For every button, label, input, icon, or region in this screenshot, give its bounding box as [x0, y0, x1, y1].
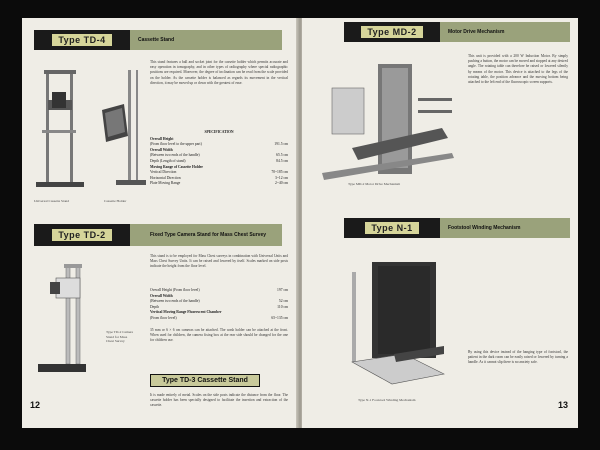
- td4-spec-list: [150, 137, 288, 187]
- spec-value: 84.5 cm: [276, 158, 288, 163]
- spec-label: Vertical Direction: [150, 170, 177, 175]
- page-number-left: 12: [30, 400, 41, 410]
- md2-subtitle: Motor Drive Mechanism: [440, 22, 570, 42]
- md2-name-box: [344, 22, 440, 42]
- md2-name: Type MD-2: [361, 26, 422, 38]
- spec-label: Overall Width: [150, 293, 173, 298]
- td4-spec-title: SPECIFICATION: [204, 130, 234, 134]
- n1-caption: Type N-1 Footstool Winding Mechanism: [358, 398, 416, 402]
- td4-spec: [150, 130, 288, 187]
- n1-body: By using this device instead of the hanging type of footstool, the patient in the dark room can be easily raised or lowered by turning a handle. As it cannot slip there is no anxiety safe.: [468, 350, 568, 365]
- td3-body: It is made entirely of metal. Scales on the side posts indicate the distance from the floor. The cassette holder has been specially designed to facilitate the insertion and extraction of the cassette.: [150, 393, 288, 408]
- spec-row: [150, 181, 288, 187]
- md2-header: [344, 22, 570, 42]
- td2-camera-stand-image: [36, 264, 106, 376]
- td4-name-box: [34, 30, 130, 50]
- spec-value: 3~12 cm: [275, 175, 288, 180]
- universal-cassette-stand-image: [36, 70, 84, 187]
- md2-motor-drive-image: [322, 58, 462, 183]
- md2-body: This unit is provided with a 200 W Induction Motor. By simply pushing a button, the motor can be moved and stopped at any desired angle. The rotating table can therefore be raised or lowered silently by means of the motor. This device is attached to the legs of the rotating table, the position advance and the moving bottom being attached to the left end of the fluoroscopic screen supports.: [468, 54, 568, 85]
- spec-value: 110 cm: [277, 304, 288, 309]
- spec-value: 197 cm: [277, 288, 288, 292]
- spec-label: (Between two ends of the handle): [150, 153, 200, 158]
- spec-row: [150, 316, 288, 322]
- page-number-right: 13: [558, 400, 569, 410]
- td3-title: Type TD-3 Cassette Stand: [150, 374, 260, 387]
- td4-caption-2: Cassette Holder: [104, 199, 127, 203]
- spec-value: 2~40 cm: [275, 181, 288, 186]
- td2-spec-list: [150, 288, 288, 322]
- td2-body: This stand is to be employed for Mass Chest surveys in combination with Universal Units and Mass Chest Survey Units. It can be raised and lowered by itself. Scales marked on side posts indicate the height from the floor level.: [150, 254, 288, 269]
- td2-name: Type TD-2: [52, 229, 111, 241]
- spec-value: 191.5 cm: [274, 142, 288, 147]
- spec-label: (Between two ends of the handle): [150, 299, 200, 304]
- td2-body-2: 35 mm or 6 × 6 cm cameras can be attached. The wash holder can be attached at the front. When used for children, the camera fixing box at the rear side should be changed for the one for children use.: [150, 328, 288, 343]
- n1-header: [344, 218, 570, 238]
- spec-label: Overall Height: [150, 136, 174, 141]
- spec-value: 52 cm: [278, 299, 288, 304]
- cassette-holder-image: [102, 70, 146, 185]
- td2-name-box: [34, 224, 130, 246]
- td4-header: [34, 30, 282, 50]
- td2-subtitle: Fixed Type Camera Stand for Mass Chest Survey: [130, 224, 282, 246]
- spec-label: Depth: [150, 304, 160, 309]
- td4-product-photos: [32, 70, 152, 200]
- spec-label: (From floor level to the upper part): [150, 142, 202, 147]
- td4-body: This stand features a ball and socket joint for the cassette holder which permits accurate and easy operation in tomography, and in other types of radiography where special radiographic positions are required. Moreover, the degree of inclination can be read from the scale provided on the holder. As the cassette holder is balanced as regards its movement in the vertical direction, it may be moved up or down with the greatest of ease.: [150, 60, 288, 85]
- n1-footstool-image: [332, 262, 452, 392]
- spec-value: 65~135 cm: [271, 315, 288, 320]
- spec-label: Moving Range of Cassette Holder: [150, 164, 204, 169]
- spec-value: 70~185 cm: [271, 170, 288, 175]
- td2-spec: [150, 288, 288, 322]
- md2-caption: Type MD-2 Motor Drive Mechanism: [348, 182, 401, 186]
- spec-label: Plate Moving Range: [150, 181, 181, 186]
- n1-subtitle: Footstool Winding Mechanism: [440, 218, 570, 238]
- spec-label: Depth (Length of stand): [150, 158, 186, 163]
- n1-name: Type N-1: [365, 222, 418, 234]
- n1-name-box: [344, 218, 440, 238]
- td4-caption-1: Universal Cassette Stand: [34, 199, 69, 203]
- td4-subtitle: Cassette Stand: [130, 30, 282, 50]
- left-page: [22, 18, 298, 428]
- spec-value: 65.5 cm: [276, 153, 288, 158]
- spec-label: Overall Width: [150, 147, 173, 152]
- td2-caption: Type TD-2 Camera Stand for Mass Chest Survey: [106, 330, 134, 343]
- right-page: [302, 18, 578, 428]
- td2-header: [34, 224, 282, 246]
- spec-label: (From floor level): [150, 315, 177, 320]
- spec-label: Overall Height (From floor level): [150, 288, 200, 292]
- spec-label: Horizontal Direction: [150, 175, 181, 180]
- td4-name: Type TD-4: [52, 34, 111, 46]
- spec-label: Vertical Moving Range Fluorescent Chamber: [150, 310, 222, 315]
